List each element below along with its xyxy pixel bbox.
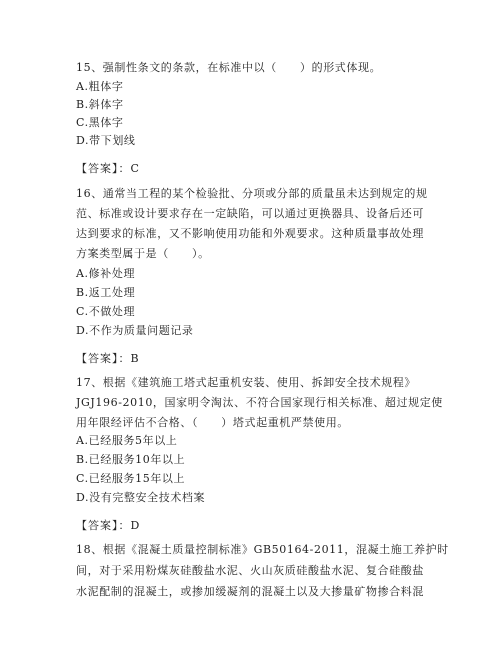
question-16-option-c: C.不做处理 [76,305,136,318]
question-16-stem-line-4: 方案类型属于是（ ）。 [76,247,210,260]
question-16-option-b: B.返工处理 [76,286,136,299]
question-15-answer: 【答案】：C [76,162,140,175]
question-17-option-a: A.已经服务5年以上 [76,434,178,447]
question-18-stem-line-1: 18、根据《混凝土质量控制标准》GB50164-2011，混凝土施工养护时 [76,543,449,556]
question-15-option-d: D.带下划线 [76,134,136,147]
question-17-option-c: C.已经服务15年以上 [76,472,186,485]
question-16-option-d: D.不作为质量问题记录 [76,324,194,337]
question-17-answer: 【答案】：D [76,519,141,532]
question-15-option-b: B.斜体字 [76,98,124,111]
question-15-option-a: A.粗体字 [76,80,124,93]
question-16-stem-line-3: 达到要求的标准，又不影响使用功能和外观要求。这种质量事故处理 [76,227,424,240]
question-18-stem-line-2: 间，对于采用粉煤灰硅酸盐水泥、火山灰质硅酸盐水泥、复合硅酸盐 [76,564,424,577]
question-17-stem-line-2: JGJ196-2010，国家明令淘汰、不符合国家现行相关标准、超过规定使 [76,396,443,409]
question-16-stem-line-1: 16、通常当工程的某个检验批、分项或分部的质量虽未达到规定的规 [76,187,428,200]
question-17-option-b: B.已经服务10年以上 [76,453,186,466]
question-15-option-c: C.黑体字 [76,116,124,129]
question-17-option-d: D.没有完整安全技术档案 [76,491,206,504]
question-17-stem-line-3: 用年限经评估不合格、（ ）塔式起重机严禁使用。 [76,416,349,429]
question-16-answer: 【答案】：B [76,352,140,365]
question-18-stem-line-3: 水泥配制的混凝土，或掺加缓凝剂的混凝土以及大掺量矿物掺合料混 [76,585,424,598]
question-16-option-a: A.修补处理 [76,267,136,280]
question-16-stem-line-2: 范、标准或设计要求存在一定缺陷，可以通过更换器具、设备后还可 [76,207,424,220]
question-15-stem: 15、强制性条文的条款，在标准中以（ ）的形式体现。 [76,61,382,74]
question-17-stem-line-1: 17、根据《建筑施工塔式起重机安装、使用、拆卸安全技术规程》 [76,376,416,389]
